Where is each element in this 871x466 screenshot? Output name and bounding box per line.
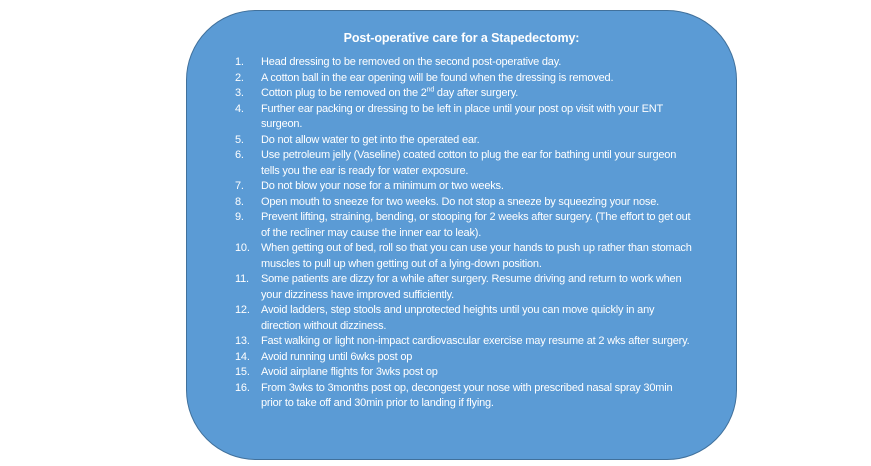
list-item-number: 8. [235, 195, 244, 208]
list-item [235, 365, 736, 381]
list-item-text: Some patients are dizzy for a while after surgery. Resume driving and return to work when your dizziness have improved sufficiently. [261, 273, 682, 301]
list-item [235, 381, 736, 412]
list-item-number: 11. [235, 273, 249, 285]
list-item-text: Do not allow water to get into the operated ear. [261, 133, 480, 146]
list-item-text: When getting out of bed, roll so that you can use your hands to push up rather than stomach muscles to pull up when getting out of a lying-down position. [261, 242, 692, 270]
list-item-number: 9. [235, 211, 244, 223]
list-item-text: A cotton ball in the ear opening will be found when the dressing is removed. [261, 71, 614, 84]
list-item-number: 3. [235, 87, 244, 99]
rounded-rectangle-shape [186, 10, 737, 460]
list-item [235, 133, 736, 149]
list-item-number: 10. [235, 242, 250, 254]
list-item-text: Avoid ladders, step stools and unprotected heights until you can move quickly in any direction without dizziness. [261, 304, 655, 332]
list-item-text: Open mouth to sneeze for two weeks. Do not stop a sneeze by squeezing your nose. [261, 195, 659, 208]
list-item-text: Further ear packing or dressing to be left in place until your post op visit with your ENT surgeon. [261, 102, 663, 130]
list-item [235, 148, 736, 179]
list-item-text: Prevent lifting, straining, bending, or stooping for 2 weeks after surgery. (The effort to get out of the recliner may cause the inner ear to leak). [261, 211, 691, 239]
list-item [235, 241, 736, 272]
list-item [235, 71, 736, 87]
list-item [235, 195, 736, 211]
list-item-text: Do not blow your nose for a minimum or two weeks. [261, 180, 504, 192]
list-item-text: Avoid running until 6wks post op [261, 350, 413, 363]
list-item-text: Head dressing to be removed on the second post-operative day. [261, 56, 562, 68]
list-item-number: 2. [235, 71, 244, 84]
list-item-number: 7. [235, 180, 244, 192]
list-item [235, 210, 736, 241]
list-item-number: 13. [235, 335, 250, 347]
list-item-text: From 3wks to 3months post op, decongest your nose with prescribed nasal spray 30min prior to take off and 30min prior to landing if flying. [261, 381, 673, 409]
list-item [235, 102, 736, 133]
list-item [235, 334, 736, 350]
list-item-number: 14. [235, 350, 250, 363]
list-item [235, 179, 736, 195]
list-item-number: 6. [235, 149, 244, 161]
list-item-text: Cotton plug to be removed on the 2nd day after surgery. [261, 86, 519, 99]
list-item [235, 350, 736, 366]
list-item-text: Fast walking or light non-impact cardiovascular exercise may resume at 2 wks after surgery. [261, 335, 690, 347]
list-item-text: Use petroleum jelly (Vaseline) coated cotton to plug the ear for bathing until your surgeon tells you the ear is ready for water exposure. [261, 149, 677, 177]
list-item [235, 303, 736, 334]
list-item-number: 1. [235, 56, 244, 68]
list-item-number: 12. [235, 304, 250, 316]
list-item [235, 86, 736, 102]
list-item-number: 16. [235, 381, 250, 394]
list-item [235, 272, 736, 303]
card-title: Post-operative care for a Stapedectomy: [343, 31, 580, 45]
list-item-number: 4. [235, 102, 244, 115]
list-item [235, 55, 736, 71]
list-item-text: Avoid airplane flights for 3wks post op [261, 366, 438, 378]
list-item-number: 5. [235, 133, 244, 146]
instruction-list [187, 55, 736, 412]
list-item-number: 15. [235, 366, 250, 378]
